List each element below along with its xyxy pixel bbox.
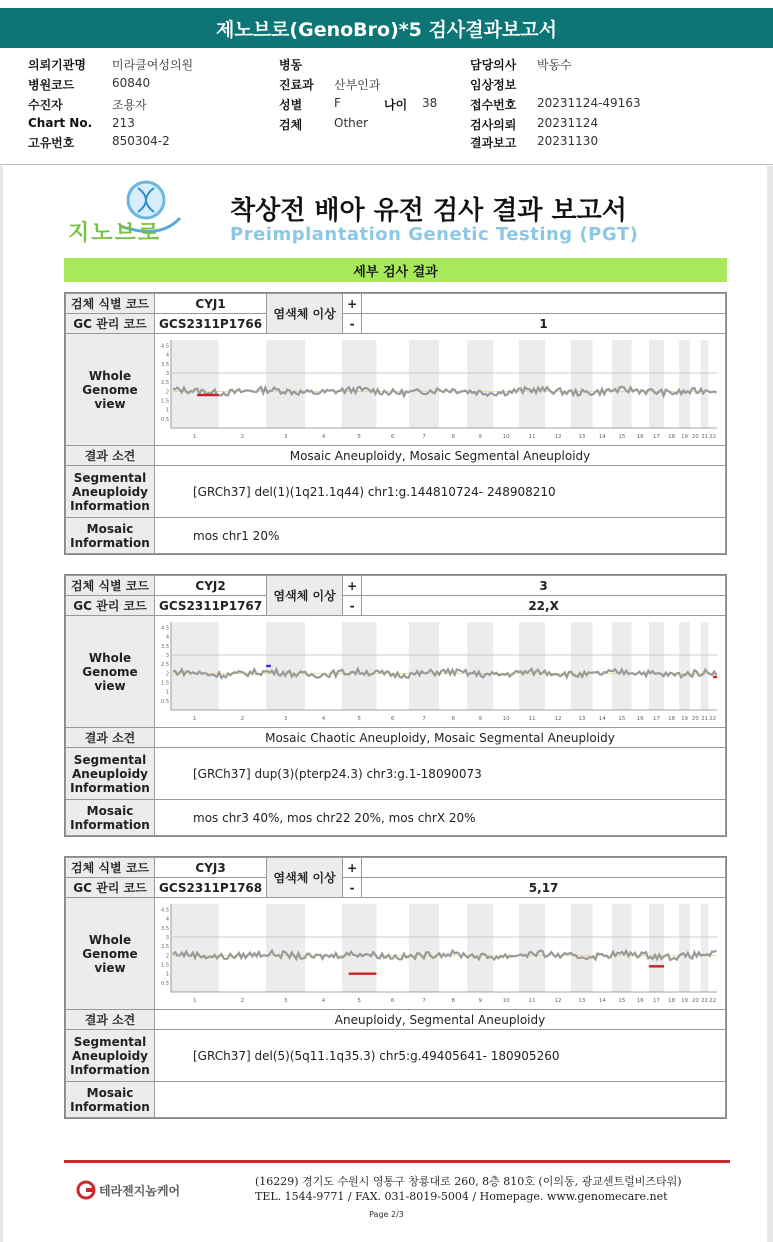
chrom-band — [467, 340, 493, 428]
x-tick-label: 10 — [502, 998, 510, 1004]
x-tick-label: 4 — [321, 716, 326, 722]
field-value: F — [334, 96, 341, 110]
x-tick-label: 15 — [618, 434, 626, 440]
x-tick-label: 2 — [240, 434, 245, 440]
segmental-label: Segmental Aneuploidy Information — [66, 466, 155, 518]
y-tick-label: 4 — [165, 916, 169, 923]
x-tick-label: 6 — [390, 998, 395, 1004]
genome-plot — [155, 334, 725, 442]
x-tick-label: 1 — [193, 434, 197, 440]
x-tick-label: 13 — [578, 716, 586, 722]
y-tick-label: 2.5 — [161, 662, 169, 669]
x-tick-label: 7 — [422, 434, 426, 440]
result-label: 결과 소견 — [66, 446, 155, 466]
report-header-title: 제노브로(GenoBro)*5 검사결과보고서 — [0, 8, 773, 48]
chrom-band — [649, 340, 664, 428]
x-tick-label: 11 — [528, 998, 536, 1004]
chrom-band — [467, 904, 493, 992]
sample-table — [65, 293, 726, 554]
x-tick-label: 5 — [357, 716, 361, 722]
mosaic-value — [155, 1082, 726, 1118]
x-tick-label: 2 — [240, 998, 245, 1004]
x-tick-label: 15 — [618, 716, 626, 722]
divider — [0, 164, 773, 165]
x-tick-label: 18 — [668, 716, 676, 722]
field-label: 의뢰기관명 — [28, 58, 86, 72]
y-tick-label: 3.5 — [161, 925, 169, 932]
chrom-band — [679, 340, 690, 428]
field-label: 수진자 — [28, 98, 63, 112]
x-tick-label: 12 — [554, 434, 562, 440]
x-tick-label: 6 — [390, 716, 395, 722]
result-value: Aneuploidy, Segmental Aneuploidy — [155, 1010, 726, 1030]
chrom-band — [409, 622, 439, 710]
genome-plot — [155, 898, 725, 1006]
field-value: 미라클여성의원 — [112, 58, 194, 72]
plot-cell — [155, 334, 726, 446]
minus-sign: - — [343, 878, 362, 898]
segmental-value: [GRCh37] del(5)(5q11.1q35.3) chr5:g.49405641- 180905260 — [155, 1030, 726, 1082]
x-tick-label: 20 — [691, 998, 699, 1004]
chrom-abn-label: 염색체 이상 — [267, 858, 343, 898]
mosaic-value: mos chr1 20% — [155, 518, 726, 554]
x-tick-label: 21 — [701, 998, 709, 1004]
sample-id-label: 검체 식별 코드 — [66, 294, 155, 314]
field-value: 조용자 — [112, 98, 147, 112]
x-tick-label: 16 — [636, 434, 644, 440]
y-tick-label: 3.5 — [161, 361, 169, 368]
sample-id-label: 검체 식별 코드 — [66, 858, 155, 878]
x-tick-label: 3 — [283, 716, 288, 722]
chrom-band — [171, 622, 219, 710]
sample-table — [65, 575, 726, 836]
chrom-abn-label: 염색체 이상 — [267, 294, 343, 334]
field-value: 산부인과 — [334, 78, 381, 92]
gc-code-value: GCS2311P1766 — [155, 314, 267, 334]
y-tick-label: 0.5 — [161, 416, 169, 423]
chrom-band — [649, 622, 664, 710]
chrom-loss-value: 22,X — [362, 596, 726, 616]
y-tick-label: 1.5 — [161, 398, 169, 405]
whole-genome-label: Whole Genome view — [66, 334, 155, 446]
y-tick-label: 1.5 — [161, 680, 169, 687]
x-tick-label: 22 — [709, 434, 717, 440]
x-tick-label: 22 — [709, 998, 717, 1004]
segmental-label: Segmental Aneuploidy Information — [66, 748, 155, 800]
page-number: Page 2/3 — [369, 1210, 404, 1219]
y-tick-label: 1 — [165, 971, 169, 978]
y-tick-label: 2.5 — [161, 944, 169, 951]
chrom-band — [679, 904, 690, 992]
field-value: 20231124-49163 — [537, 96, 641, 110]
mosaic-label: Mosaic Information — [66, 518, 155, 554]
sample-id-value: CYJ3 — [155, 858, 267, 878]
field-value: 60840 — [112, 76, 151, 90]
result-label: 결과 소견 — [66, 728, 155, 748]
chrom-gain-value: 3 — [362, 576, 726, 596]
gc-code-label: GC 관리 코드 — [66, 878, 155, 898]
chrom-loss-value: 1 — [362, 314, 726, 334]
x-tick-label: 19 — [681, 716, 689, 722]
y-tick-label: 4.5 — [161, 625, 169, 632]
gc-code-value: GCS2311P1768 — [155, 878, 267, 898]
x-tick-label: 6 — [390, 434, 395, 440]
x-tick-label: 7 — [422, 998, 426, 1004]
x-tick-label: 13 — [578, 434, 586, 440]
field-value: 박동수 — [537, 58, 572, 72]
x-tick-label: 9 — [478, 716, 482, 722]
chrom-band — [612, 622, 631, 710]
x-tick-label: 20 — [691, 434, 699, 440]
footer-company: 테라젠지놈케어 — [99, 1183, 181, 1198]
field-label: 진료과 — [279, 78, 314, 92]
x-tick-label: 8 — [451, 434, 455, 440]
sample-id-label: 검체 식별 코드 — [66, 576, 155, 596]
chrom-band — [171, 904, 219, 992]
sample-id-value: CYJ1 — [155, 294, 267, 314]
field-label: 임상정보 — [470, 78, 517, 92]
whole-genome-label: Whole Genome view — [66, 898, 155, 1010]
footer-address — [255, 1174, 682, 1204]
field-value: 20231130 — [537, 134, 599, 148]
chrom-band — [519, 904, 545, 992]
x-tick-label: 17 — [652, 434, 660, 440]
x-tick-label: 4 — [321, 434, 326, 440]
report-title: 착상전 배아 유전 검사 결과 보고서 — [230, 196, 627, 226]
genome-plot — [155, 616, 725, 724]
y-tick-label: 2 — [165, 671, 169, 678]
field-label: 접수번호 — [470, 98, 517, 112]
field-label: 담당의사 — [470, 58, 517, 72]
chrom-band — [342, 340, 377, 428]
minus-sign: - — [343, 314, 362, 334]
x-tick-label: 19 — [681, 434, 689, 440]
y-tick-label: 4 — [165, 634, 169, 641]
gc-code-value: GCS2311P1767 — [155, 596, 267, 616]
segmental-label: Segmental Aneuploidy Information — [66, 1030, 155, 1082]
field-value: 213 — [112, 116, 135, 130]
y-tick-label: 1 — [165, 407, 169, 414]
chrom-abn-label: 염색체 이상 — [267, 576, 343, 616]
field-label: 고유번호 — [28, 136, 75, 150]
plus-sign: + — [343, 294, 362, 314]
sample-block — [64, 574, 727, 837]
field-label: Chart No. — [28, 116, 93, 130]
field-value: 850304-2 — [112, 134, 170, 148]
y-tick-label: 2.5 — [161, 380, 169, 387]
chrom-gain-value — [362, 294, 726, 314]
footer-divider — [64, 1160, 730, 1163]
result-value: Mosaic Chaotic Aneuploidy, Mosaic Segmental Aneuploidy — [155, 728, 726, 748]
mosaic-label: Mosaic Information — [66, 800, 155, 836]
x-tick-label: 12 — [554, 998, 562, 1004]
x-tick-label: 15 — [618, 998, 626, 1004]
contact-line: TEL. 1544-9771 / FAX. 031-8019-5004 / Homepage. www.genomecare.net — [255, 1190, 668, 1203]
gc-code-label: GC 관리 코드 — [66, 596, 155, 616]
y-tick-label: 4.5 — [161, 343, 169, 350]
chrom-band — [171, 340, 219, 428]
y-tick-label: 3 — [165, 935, 169, 941]
field-label: 나이 — [384, 98, 408, 112]
chrom-band — [701, 340, 709, 428]
chrom-band — [571, 622, 593, 710]
x-tick-label: 8 — [451, 998, 455, 1004]
x-tick-label: 9 — [478, 998, 482, 1004]
x-tick-label: 5 — [357, 434, 361, 440]
x-tick-label: 21 — [701, 434, 709, 440]
y-tick-label: 1.5 — [161, 962, 169, 969]
y-tick-label: 4 — [165, 352, 169, 359]
mosaic-label: Mosaic Information — [66, 1082, 155, 1118]
x-tick-label: 14 — [598, 998, 606, 1004]
x-tick-label: 19 — [681, 998, 689, 1004]
plus-sign: + — [343, 858, 362, 878]
x-tick-label: 14 — [598, 716, 606, 722]
field-label: 병원코드 — [28, 78, 75, 92]
chrom-band — [342, 904, 377, 992]
y-tick-label: 0.5 — [161, 980, 169, 987]
x-tick-label: 7 — [422, 716, 426, 722]
x-tick-label: 17 — [652, 716, 660, 722]
plot-cell — [155, 616, 726, 728]
segmental-value: [GRCh37] dup(3)(pterp24.3) chr3:g.1-18090073 — [155, 748, 726, 800]
terragen-logo-icon — [76, 1180, 96, 1200]
plot-axis — [171, 904, 717, 992]
chrom-band — [649, 904, 664, 992]
chrom-band — [679, 622, 690, 710]
x-tick-label: 3 — [283, 998, 288, 1004]
x-tick-label: 18 — [668, 998, 676, 1004]
plus-sign: + — [343, 576, 362, 596]
gc-code-label: GC 관리 코드 — [66, 314, 155, 334]
sample-block — [64, 292, 727, 555]
y-tick-label: 4.5 — [161, 907, 169, 914]
chrom-band — [266, 622, 305, 710]
x-tick-label: 1 — [193, 716, 197, 722]
x-tick-label: 8 — [451, 716, 455, 722]
x-tick-label: 17 — [652, 998, 660, 1004]
field-label: 검사의뢰 — [470, 118, 517, 132]
result-label: 결과 소견 — [66, 1010, 155, 1030]
section-title: 세부 검사 결과 — [64, 258, 727, 282]
x-tick-label: 22 — [709, 716, 717, 722]
x-tick-label: 2 — [240, 716, 245, 722]
chrom-band — [409, 340, 439, 428]
chrom-band — [266, 904, 305, 992]
chrom-band — [467, 622, 493, 710]
minus-sign: - — [343, 596, 362, 616]
plot-cell — [155, 898, 726, 1010]
y-tick-label: 3 — [165, 653, 169, 659]
chrom-band — [571, 340, 593, 428]
field-value: Other — [334, 116, 369, 130]
result-value: Mosaic Aneuploidy, Mosaic Segmental Aneuploidy — [155, 446, 726, 466]
footer-logo — [76, 1180, 180, 1200]
chrom-band — [519, 622, 545, 710]
field-value: 38 — [422, 96, 438, 110]
chrom-band — [612, 340, 631, 428]
genobro-logo — [60, 178, 200, 248]
sample-id-value: CYJ2 — [155, 576, 267, 596]
chrom-loss-value: 5,17 — [362, 878, 726, 898]
segmental-value: [GRCh37] del(1)(1q21.1q44) chr1:g.144810724- 248908210 — [155, 466, 726, 518]
x-tick-label: 5 — [357, 998, 361, 1004]
chrom-band — [612, 904, 631, 992]
x-tick-label: 20 — [691, 716, 699, 722]
y-tick-label: 2 — [165, 953, 169, 960]
x-tick-label: 3 — [283, 434, 288, 440]
sample-block — [64, 856, 727, 1119]
x-tick-label: 16 — [636, 716, 644, 722]
x-tick-label: 16 — [636, 998, 644, 1004]
chrom-band — [701, 904, 709, 992]
field-label: 성별 — [279, 98, 303, 112]
y-tick-label: 1 — [165, 689, 169, 696]
x-tick-label: 21 — [701, 716, 709, 722]
x-tick-label: 13 — [578, 998, 586, 1004]
x-tick-label: 10 — [502, 434, 510, 440]
chrom-gain-value — [362, 858, 726, 878]
report-subtitle: Preimplantation Genetic Testing (PGT) — [230, 224, 639, 245]
chrom-band — [571, 904, 593, 992]
chrom-band — [342, 622, 377, 710]
chrom-band — [701, 622, 709, 710]
field-label: 병동 — [279, 58, 303, 72]
x-tick-label: 11 — [528, 434, 536, 440]
x-tick-label: 11 — [528, 716, 536, 722]
y-tick-label: 3 — [165, 371, 169, 377]
x-tick-label: 9 — [478, 434, 482, 440]
y-tick-label: 2 — [165, 389, 169, 396]
field-label: 결과보고 — [470, 136, 517, 150]
plot-axis — [171, 340, 717, 428]
y-tick-label: 3.5 — [161, 643, 169, 650]
x-tick-label: 4 — [321, 998, 326, 1004]
x-tick-label: 1 — [193, 998, 197, 1004]
chrom-band — [266, 340, 305, 428]
logo-text: 지노브로 — [68, 221, 162, 246]
plot-axis — [171, 622, 717, 710]
sample-table — [65, 857, 726, 1118]
y-tick-label: 0.5 — [161, 698, 169, 705]
x-tick-label: 10 — [502, 716, 510, 722]
x-tick-label: 18 — [668, 434, 676, 440]
field-label: 검체 — [279, 118, 303, 132]
whole-genome-label: Whole Genome view — [66, 616, 155, 728]
field-value: 20231124 — [537, 116, 599, 130]
x-tick-label: 12 — [554, 716, 562, 722]
address-line: (16229) 경기도 수원시 영통구 창룡대로 260, 8층 810호 (이의동, 광교센트럴비즈타워) — [255, 1175, 682, 1188]
chrom-band — [409, 904, 439, 992]
x-tick-label: 14 — [598, 434, 606, 440]
chrom-band — [519, 340, 545, 428]
mosaic-value: mos chr3 40%, mos chr22 20%, mos chrX 20% — [155, 800, 726, 836]
